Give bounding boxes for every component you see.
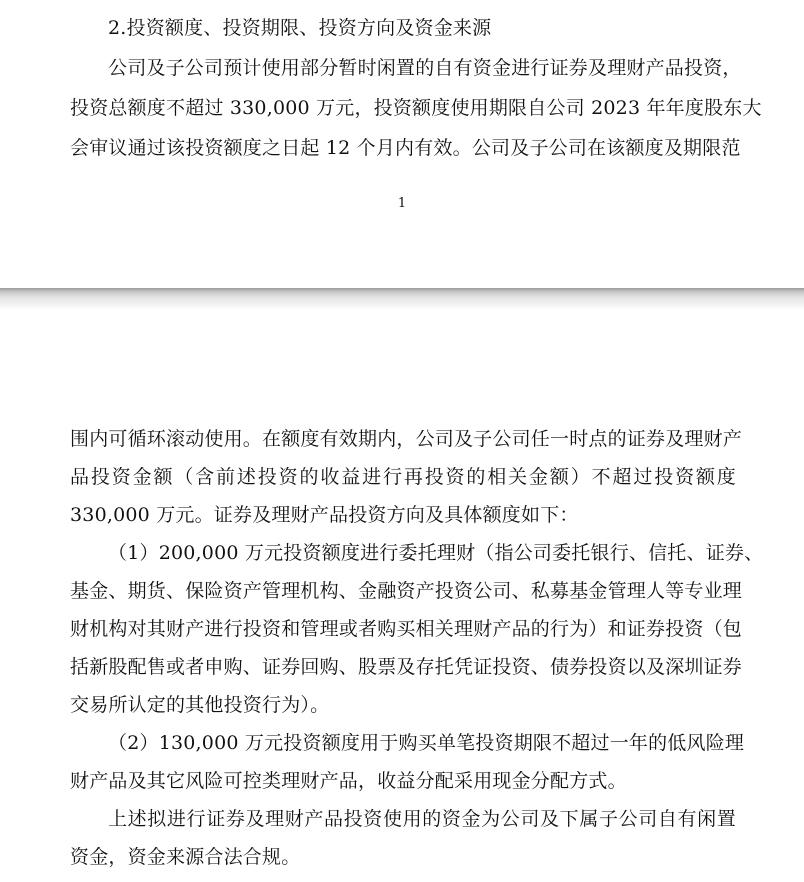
- page-number: 1: [397, 196, 407, 211]
- paragraph-line: 上述拟进行证券及理财产品投资使用的资金为公司及下属子公司自有闲置: [108, 808, 736, 830]
- list-item-1-line: 交易所认定的其他投资行为）。: [70, 694, 330, 716]
- document-page-1: [0, 0, 804, 288]
- paragraph-line: 公司及子公司预计使用部分暂时闲置的自有资金进行证券及理财产品投资，: [108, 57, 742, 79]
- paragraph-line: 投资总额度不超过 330,000 万元，投资额度使用期限自公司 2023 年年度股东大: [70, 97, 762, 119]
- paragraph-line: 330,000 万元。证券及理财产品投资方向及具体额度如下：: [70, 504, 579, 526]
- list-item-2-line: （2）130,000 万元投资额度用于购买单笔投资期限不超过一年的低风险理: [108, 732, 745, 754]
- list-item-2-line: 财产品及其它风险可控类理财产品，收益分配采用现金分配方式。: [70, 770, 627, 792]
- section-heading: 2.投资额度、投资期限、投资方向及资金来源: [108, 17, 492, 39]
- list-item-1-line: 基金、期货、保险资产管理机构、金融资产投资公司、私募基金管理人等专业理: [70, 580, 743, 602]
- list-item-1-line: 财机构对其财产进行投资和管理或者购买相关理财产品的行为）和证券投资（包: [70, 618, 743, 640]
- page-separator: [0, 288, 804, 310]
- paragraph-line: 资金，资金来源合法合规。: [70, 846, 301, 868]
- list-item-1-line: 括新股配售或者申购、证券回购、股票及存托凭证投资、债券投资以及深圳证券: [70, 656, 743, 678]
- paragraph-line: 围内可循环滚动使用。在额度有效期内，公司及子公司任一时点的证券及理财产: [70, 428, 743, 450]
- paragraph-line: 会审议通过该投资额度之日起 12 个月内有效。公司及子公司在该额度及期限范: [70, 137, 741, 159]
- paragraph-line: 品投资金额（含前述投资的收益进行再投资的相关金额）不超过投资额度: [70, 466, 736, 488]
- list-item-1-line: （1）200,000 万元投资额度进行委托理财（指公司委托银行、信托、证券、: [108, 542, 764, 564]
